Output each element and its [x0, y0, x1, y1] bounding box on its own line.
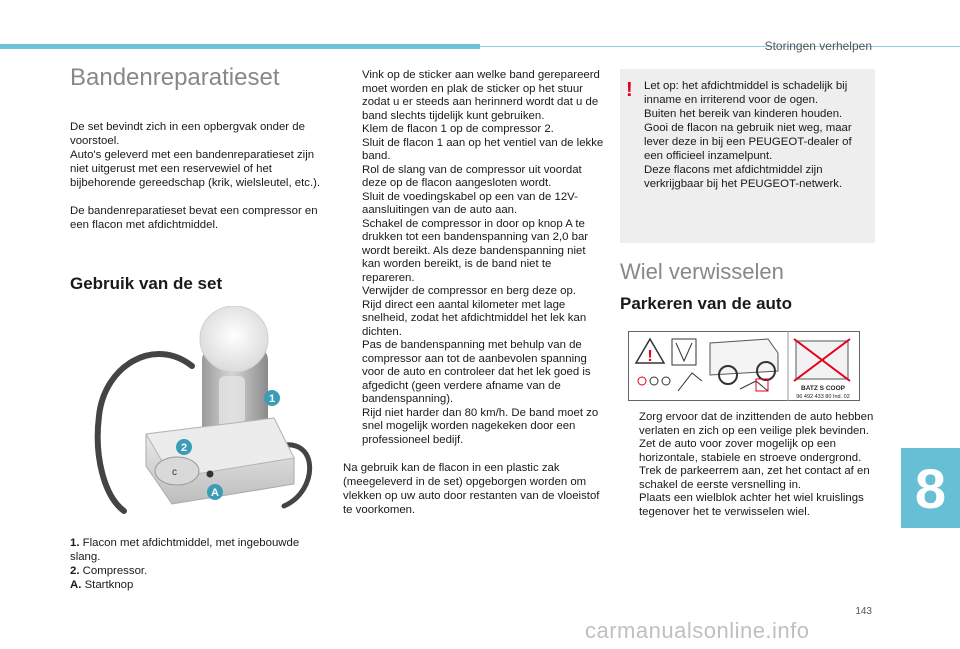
section-title-wheel-change: Wiel verwisselen [620, 259, 784, 284]
kit-intro-paragraph: De set bevindt zich in een opbergvak onder de voorstoel. Auto's geleverd met een bandenreparatieset zijn niet uitgerust met een reservewiel of het bijbehorende gereedschap (krik, wielsleutel, etc.). [70, 121, 321, 189]
figure-legend [70, 536, 326, 592]
list-item: Klem de flacon 1 op de compressor 2. [362, 123, 554, 135]
watermark: carmanualsonline.info [585, 618, 810, 643]
chapter-tab: 8 [901, 448, 960, 528]
list-item: Sluit de flacon 1 aan op het ventiel van de lekke band. [362, 136, 604, 162]
sticker-part-number: 96 492 433 80 Ind. 02 [796, 394, 850, 400]
svg-text:!: ! [647, 348, 653, 365]
svg-text:1: 1 [268, 393, 276, 405]
list-item: Pas de bandenspanning met behulp van de compressor aan tot de aanbevolen spanning voor de auto en controleer dat het lek goed is afgedicht (geen verdere afname van de bandenspanning). [362, 339, 591, 405]
kit-contents-paragraph: De bandenreparatieset bevat een compressor en een flacon met afdichtmiddel. [70, 205, 318, 231]
svg-text:2: 2 [180, 442, 188, 454]
legend-item-a: A. Startknop [70, 579, 134, 591]
parking-steps-list [620, 411, 875, 519]
warning-icon: ! [626, 79, 633, 101]
repair-kit-illustration [84, 306, 324, 526]
list-item: Zet de auto voor zover mogelijk op een horizontale, stabiele en stroeve ondergrond. [639, 438, 862, 464]
list-item: Zorg ervoor dat de inzittenden de auto hebben verlaten en zich op een veilige plek bevinden. [639, 411, 874, 437]
svg-text:A: A [211, 487, 219, 499]
section-title-repair-kit: Bandenreparatieset [70, 64, 280, 91]
subsection-title-usage: Gebruik van de set [70, 274, 223, 293]
subsection-title-parking: Parkeren van de auto [620, 294, 792, 313]
header-accent-bar [0, 44, 480, 49]
warning-box [620, 69, 875, 243]
list-item: Rijd niet harder dan 80 km/h. De band moet zo snel mogelijk worden nagekeken door een professioneel bedijf. [362, 406, 599, 446]
callout-a [207, 484, 223, 500]
list-item: Plaats een wielblok achter het wiel kruislings tegenover het te verwisselen wiel. [639, 492, 864, 518]
header-rule [480, 46, 960, 47]
callout-2 [176, 439, 192, 455]
list-item: Schakel de compressor in door op knop A te drukken tot een bandenspanning van 2,0 bar wordt bereikt. Als deze bandenspanning niet kan worden bereikt, is de band niet te repareren. [362, 217, 589, 284]
legend-item-2: 2. Compressor. [70, 565, 148, 577]
column-wheel-change [620, 69, 875, 519]
usage-steps-list [343, 69, 605, 447]
legend-item-1: 1. Flacon met afdichtmiddel, met ingebouwde slang. [70, 537, 300, 563]
chapter-title: Storingen verhelpen [764, 39, 872, 53]
callout-1 [264, 390, 280, 406]
warning-text: Let op: het afdichtmiddel is schadelijk bij inname en irriterend voor de ogen. Buiten het bereik van kinderen houden. Gooi de flacon na gebruik niet weg, maar lever deze in bij een PEUGEOT-dealer of een officieel inzamelpunt. Deze flacons met afdichtmiddel zijn verkrijgbaar bij het PEUGEOT-netwerk. [644, 80, 852, 190]
sticker-brand: BATZ S COOP [801, 385, 845, 392]
page-number: 143 [855, 606, 872, 617]
column-instructions [343, 69, 605, 517]
list-item: Sluit de voedingskabel op een van de 12V-aansluitingen van de auto aan. [362, 190, 578, 216]
storage-note-paragraph: Na gebruik kan de flacon in een plastic zak (meegeleverd in de set) opgeborgen worden om vlekken op uw auto door restanten van de vloeistof te voorkomen. [343, 462, 600, 516]
list-item: Trek de parkeerrem aan, zet het contact af en schakel de eerste versnelling in. [639, 465, 870, 491]
svg-text:c: c [172, 467, 177, 478]
list-item: Verwijder de compressor en berg deze op. [362, 285, 577, 297]
parking-sticker-illustration [628, 331, 860, 401]
list-item: Rijd direct een aantal kilometer met lage snelheid, zodat het afdichtmiddel het lek kan dichten. [362, 298, 587, 338]
list-item: Rol de slang van de compressor uit voordat deze op de flacon aangesloten wordt. [362, 163, 582, 189]
list-item: Vink op de sticker aan welke band gerepareerd moet worden en plak de sticker op het stuur zodat u er steeds aan herinnerd wordt dat u de band slechts tijdelijk kunt gebruiken. [362, 69, 600, 122]
column-kit [70, 63, 326, 592]
